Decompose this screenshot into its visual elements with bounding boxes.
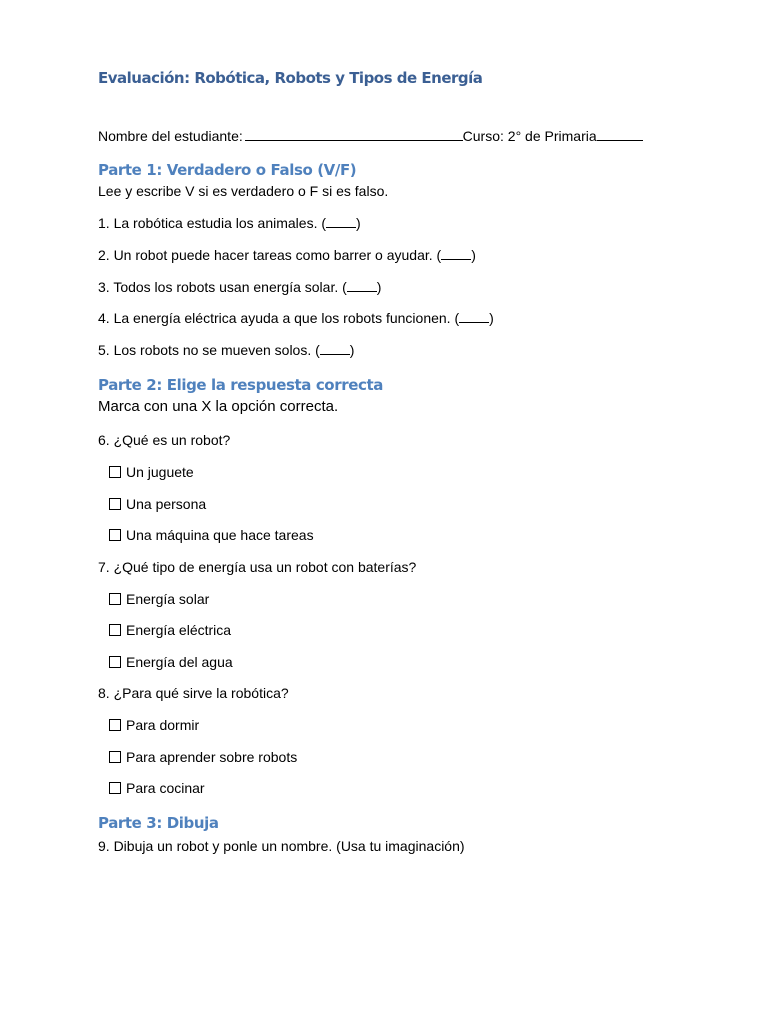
drawing-area[interactable]: [98, 870, 670, 1000]
tf-item-2: [98, 246, 476, 264]
option-label: Energía del agua: [126, 654, 233, 670]
tf-answer-blank[interactable]: [326, 214, 356, 228]
tf-item-4: [98, 309, 494, 327]
part2-heading: Parte 2: Elige la respuesta correcta: [98, 376, 383, 394]
tf-item-5: [98, 341, 354, 359]
part3-instruction: 9. Dibuja un robot y ponle un nombre. (Usa tu imaginación): [98, 838, 465, 854]
option-label: Un juguete: [126, 464, 194, 480]
tf-item-close: ): [349, 342, 355, 358]
tf-answer-blank[interactable]: [320, 341, 350, 355]
student-info-line: [98, 127, 643, 145]
student-name-blank[interactable]: [245, 127, 463, 141]
tf-item-close: ): [489, 310, 494, 326]
option-label: Una máquina que hace tareas: [126, 527, 314, 543]
checkbox[interactable]: [109, 656, 121, 668]
checkbox[interactable]: [109, 466, 121, 478]
checkbox[interactable]: [109, 782, 121, 794]
tf-item-close: ): [356, 215, 361, 231]
tf-item-text: 4. La energía eléctrica ayuda a que los robots funcionen. (: [98, 310, 460, 326]
option-label: Energía eléctrica: [126, 622, 232, 638]
tf-item-close: ): [471, 247, 476, 263]
tf-item-3: [98, 278, 381, 296]
option-item: [109, 526, 314, 544]
option-label: Una persona: [126, 496, 207, 512]
tf-item-text: 1. La robótica estudia los animales. (: [98, 215, 327, 231]
tf-item-text: 5. Los robots no se mueven solos. (: [98, 342, 320, 358]
option-label: Para aprender sobre robots: [126, 749, 298, 765]
document-title: Evaluación: Robótica, Robots y Tipos de Energía: [98, 69, 483, 87]
checkbox[interactable]: [109, 593, 121, 605]
checkbox[interactable]: [109, 719, 121, 731]
part3-heading: Parte 3: Dibuja: [98, 814, 219, 832]
course-label: Curso: 2° de Primaria: [462, 128, 597, 144]
option-item: [109, 716, 199, 734]
option-item: [109, 748, 297, 766]
tf-item-text: 2. Un robot puede hacer tareas como barrer o ayudar. (: [98, 247, 442, 263]
option-item: [109, 495, 206, 513]
tf-item-text: 3. Todos los robots usan energía solar. (: [98, 279, 347, 295]
option-item: [109, 779, 205, 797]
tf-answer-blank[interactable]: [347, 278, 377, 292]
question-7: 7. ¿Qué tipo de energía usa un robot con baterías?: [98, 559, 417, 575]
checkbox[interactable]: [109, 624, 121, 636]
checkbox[interactable]: [109, 498, 121, 510]
student-name-colon: :: [238, 128, 243, 144]
part1-instruction: Lee y escribe V si es verdadero o F si es falso.: [98, 183, 389, 199]
tf-item-close: ): [376, 279, 382, 295]
student-name-label: Nombre del estudiante: [98, 128, 239, 144]
option-label: Para dormir: [126, 717, 200, 733]
part1-heading: Parte 1: Verdadero o Falso (V/F): [98, 161, 357, 179]
option-item: [109, 463, 194, 481]
tf-answer-blank[interactable]: [459, 309, 489, 323]
tf-answer-blank[interactable]: [441, 246, 471, 260]
part2-instruction: Marca con una X la opción correcta.: [98, 398, 339, 415]
option-label: Energía solar: [126, 591, 210, 607]
option-label: Para cocinar: [126, 780, 205, 796]
question-6: 6. ¿Qué es un robot?: [98, 432, 231, 448]
option-item: [109, 621, 231, 639]
course-blank[interactable]: [597, 127, 643, 141]
checkbox[interactable]: [109, 751, 121, 763]
question-8: 8. ¿Para qué sirve la robótica?: [98, 685, 289, 701]
checkbox[interactable]: [109, 529, 121, 541]
option-item: [109, 653, 233, 671]
option-item: [109, 590, 209, 608]
tf-item-1: [98, 214, 361, 232]
